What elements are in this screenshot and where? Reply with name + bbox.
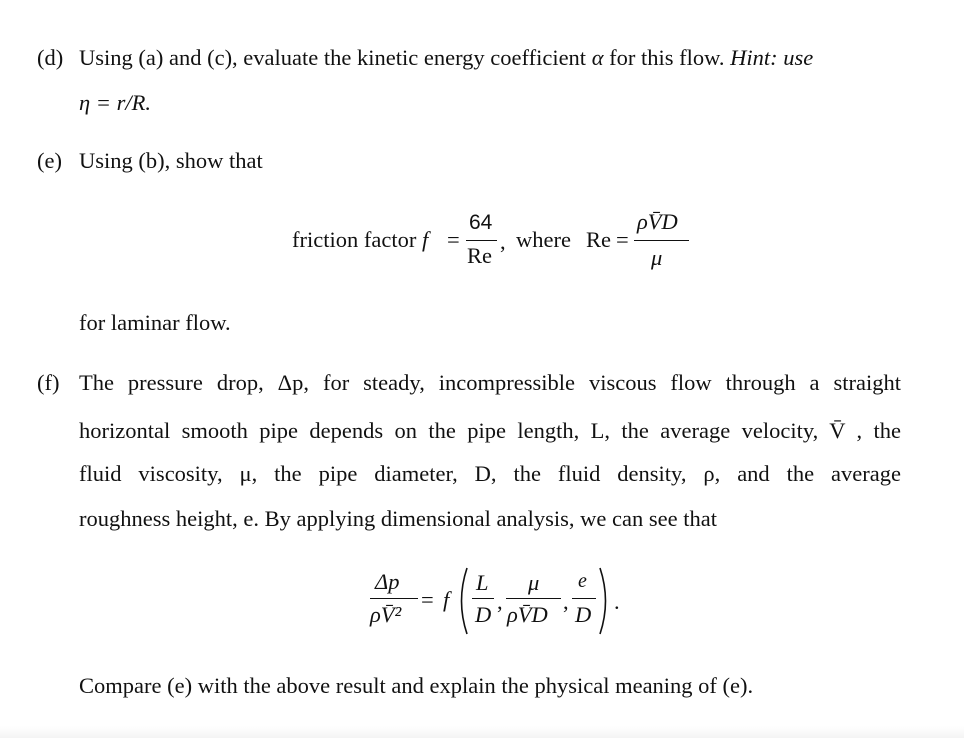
part-f-label: (f): [37, 370, 60, 395]
friction-factor-label: friction factor f: [292, 227, 429, 252]
comma-2: ,: [563, 589, 569, 614]
eta-definition: η = r/R.: [79, 90, 151, 115]
denominator-re: Re: [467, 243, 492, 268]
part-f-line-4: roughness height, e. By applying dimensional analysis, we can see that: [79, 506, 717, 531]
right-paren: [597, 566, 613, 636]
re-denominator: μ: [651, 245, 663, 270]
term1-numerator: L: [476, 570, 489, 595]
term3-numerator: e: [578, 570, 587, 592]
fraction-bar-64-re: [466, 240, 497, 241]
alpha-symbol: α: [591, 45, 604, 70]
re-numerator: ρV̄D: [637, 209, 678, 234]
comma: ,: [500, 229, 506, 254]
dp-denominator: ρV̄²: [370, 602, 402, 627]
part-e-text: Using (b), show that: [79, 148, 263, 173]
part-d-text: [79, 45, 813, 71]
part-e-label: (e): [37, 148, 62, 173]
term3-denominator: D: [575, 602, 592, 627]
part-d-label: (d): [37, 45, 64, 70]
function-f: f: [443, 587, 450, 612]
fraction-bar-t1: [472, 598, 494, 599]
fraction-bar-t3: [572, 598, 596, 599]
hint-text: Hint: use: [730, 45, 814, 70]
fraction-bar-lhs: [370, 598, 418, 599]
equals-sign: =: [447, 227, 460, 252]
part-f-line-2: horizontal smooth pipe depends on the pipe length, L, the average velocity, V̄ , the: [79, 418, 901, 443]
term1-denominator: D: [475, 602, 492, 627]
where-text: where: [516, 227, 571, 252]
equals-sign-2: =: [616, 227, 629, 252]
left-paren: [454, 566, 470, 636]
dp-numerator: Δp: [375, 569, 400, 594]
fraction-bar-re: [634, 240, 689, 241]
page-bottom-shadow: [0, 726, 964, 738]
fraction-bar-t2: [506, 598, 561, 599]
comma-1: ,: [497, 589, 503, 614]
part-d-main: Using (a) and (c), evaluate the kinetic energy coefficient: [79, 45, 587, 70]
numerator-64: 64: [469, 211, 493, 234]
term2-numerator: μ: [528, 570, 540, 595]
term2-denominator: ρV̄D: [507, 602, 548, 627]
period: .: [614, 589, 620, 614]
re-symbol: Re: [586, 227, 611, 252]
part-f-line-3: fluid viscosity, μ, the pipe diameter, D, the fluid density, ρ, and the average: [79, 461, 901, 486]
part-d-tail: for this flow.: [609, 45, 725, 70]
part-f-line-1: The pressure drop, Δp, for steady, incompressible viscous flow through a straight: [79, 370, 901, 395]
equals-sign-3: =: [421, 587, 434, 612]
final-question: Compare (e) with the above result and explain the physical meaning of (e).: [79, 673, 754, 698]
laminar-flow-text: for laminar flow.: [79, 310, 231, 335]
